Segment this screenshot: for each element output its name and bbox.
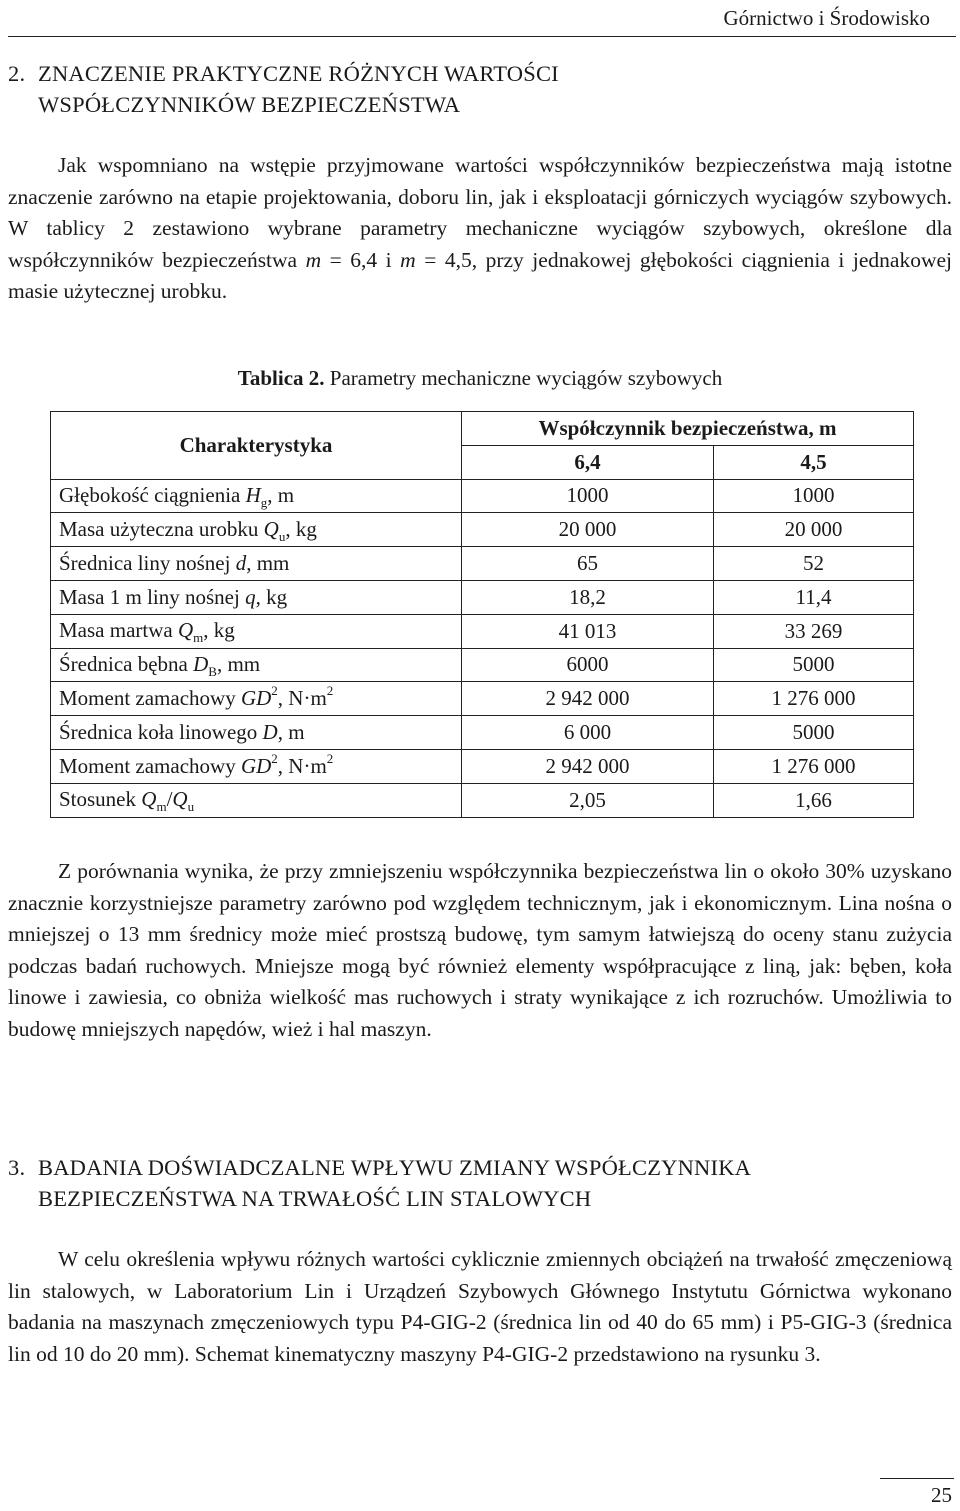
- row-label: Masa 1 m liny nośnej q, kg: [51, 580, 462, 614]
- row-value-a: 2 942 000: [462, 749, 714, 783]
- row-value-b: 1 276 000: [714, 749, 914, 783]
- table-row: [51, 682, 914, 716]
- section-2-title-line2: WSPÓŁCZYNNIKÓW BEZPIECZEŃSTWA: [38, 92, 461, 117]
- header-rule: [8, 36, 956, 37]
- row-value-a: 6 000: [462, 716, 714, 750]
- table-caption: [0, 366, 960, 391]
- header-col-b: 4,5: [714, 445, 914, 479]
- section-2-title-line1: ZNACZENIE PRAKTYCZNE RÓŻNYCH WARTOŚCI: [38, 61, 559, 86]
- section-3-number: 3.: [8, 1155, 26, 1180]
- row-label: Głębokość ciągnienia $H_g$, m: [51, 479, 462, 513]
- table-row: [51, 580, 914, 614]
- row-value-a: 18,2: [462, 580, 714, 614]
- row-value-a: 1000: [462, 479, 714, 513]
- section-3-heading: [8, 1152, 938, 1214]
- section-2-paragraph: Jak wspomniano na wstępie przyjmowane wartości współczynników bezpieczeństwa mają istotne znaczenie zarówno na etapie projektowania, doboru lin, jak i eksploatacji górniczych wyciągów szybowych. W tablicy 2 zestawiono wybrane parametry mechaniczne wyciągów szybowych, określone dla współczynników bezpieczeństwa m = 6,4 i m = 4,5, przy jednakowej głębokości ciągnienia i jednakowej masie użytecznej urobku.: [8, 153, 952, 303]
- row-value-a: 2,05: [462, 783, 714, 817]
- comparison-paragraph: Z porównania wynika, że przy zmniejszeniu współczynnika bezpieczeństwa lin o około 30% uzyskano znacznie korzystniejsze parametry zarówno pod względem technicznym, jak i ekonomicznym. Lina nośna o mniejszej o 13 mm średnicy może mieć prostszą budowę, tym samym łatwiejszą do oceny stanu zużycia podczas badań ruchowych. Mniejsze mogą być również elementy współpracujące z liną, jak: bęben, koła linowe i zawiesia, co obniża wielkość mas ruchowych i straty wynikające z ich rozruchów. Umożliwia to budowę mniejszych napędów, wież i hal maszyn.: [8, 859, 952, 1041]
- table-caption-label: Tablica 2.: [237, 366, 325, 390]
- table-row: [51, 513, 914, 547]
- table-row: [51, 749, 914, 783]
- row-label: Stosunek $Q_m/Q_u$: [51, 783, 462, 817]
- footer-rule: [880, 1478, 954, 1479]
- row-value-b: 20 000: [714, 513, 914, 547]
- row-label: Moment zamachowy $GD^2$, $N\cdot m^2$: [51, 682, 462, 716]
- table-row: [51, 716, 914, 750]
- row-label: Masa użyteczna urobku $Q_u$, kg: [51, 513, 462, 547]
- table-caption-text: Parametry mechaniczne wyciągów szybowych: [329, 366, 723, 390]
- row-value-b: 5000: [714, 716, 914, 750]
- header-col-a: 6,4: [462, 445, 714, 479]
- row-label: Średnica liny nośnej d, mm: [51, 547, 462, 581]
- table-row: [51, 783, 914, 817]
- table-row: [51, 648, 914, 682]
- running-header: Górnictwo i Środowisko: [723, 6, 930, 30]
- section-2-number: 2.: [8, 61, 26, 86]
- row-value-b: 1 276 000: [714, 682, 914, 716]
- row-value-b: 11,4: [714, 580, 914, 614]
- row-value-b: 1,66: [714, 783, 914, 817]
- table-row: [51, 614, 914, 648]
- row-label: Masa martwa $Q_m$, kg: [51, 614, 462, 648]
- row-value-b: 33 269: [714, 614, 914, 648]
- row-label: Moment zamachowy $GD^2$, $N\cdot m^2$: [51, 749, 462, 783]
- section-3-title-line1: BADANIA DOŚWIADCZALNE WPŁYWU ZMIANY WSPÓŁCZYNNIKA: [38, 1155, 752, 1180]
- row-value-a: 2 942 000: [462, 682, 714, 716]
- table-row: [51, 479, 914, 513]
- row-value-a: 20 000: [462, 513, 714, 547]
- section-2-heading: [8, 58, 938, 120]
- header-characteristic: Charakterystyka: [51, 412, 462, 480]
- parameters-table: [50, 411, 914, 818]
- header-coefficient: Współczynnik bezpieczeństwa, m: [462, 412, 914, 446]
- row-value-b: 1000: [714, 479, 914, 513]
- page-number: 25: [931, 1483, 952, 1507]
- row-value-b: 5000: [714, 648, 914, 682]
- section-3-title-line2: BEZPIECZEŃSTWA NA TRWAŁOŚĆ LIN STALOWYCH: [38, 1186, 592, 1211]
- table-row: [51, 547, 914, 581]
- row-value-b: 52: [714, 547, 914, 581]
- table-body: [51, 479, 914, 817]
- section-3-paragraph: W celu określenia wpływu różnych wartości cyklicznie zmiennych obciążeń na trwałość zmęczeniową lin stalowych, w Laboratorium Lin i Urządzeń Szybowych Głównego Instytutu Górnictwa wykonano badania na maszynach zmęczeniowych typu P4-GIG-2 (średnica lin od 40 do 65 mm) i P5-GIG-3 (średnica lin od 10 do 20 mm). Schemat kinematyczny maszyny P4-GIG-2 przedstawiono na rysunku 3.: [8, 1247, 952, 1366]
- row-value-a: 6000: [462, 648, 714, 682]
- row-value-a: 41 013: [462, 614, 714, 648]
- row-value-a: 65: [462, 547, 714, 581]
- table-header-row: [51, 412, 914, 446]
- row-label: Średnica koła linowego D, m: [51, 716, 462, 750]
- row-label: Średnica bębna $D_B$, mm: [51, 648, 462, 682]
